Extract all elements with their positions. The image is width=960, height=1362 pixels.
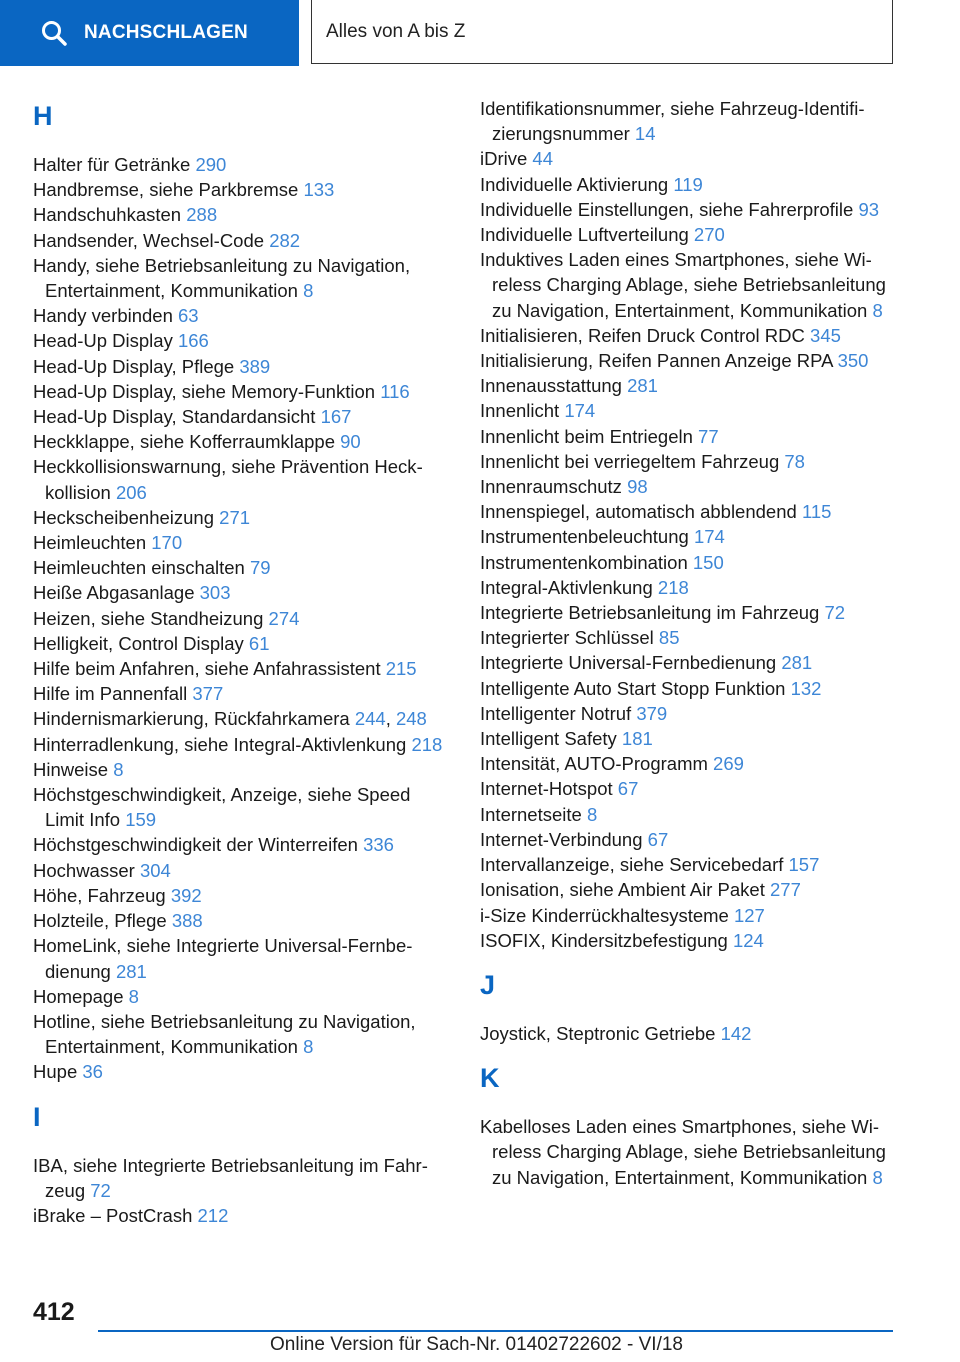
index-entry	[480, 373, 900, 398]
index-entry-text: Identifikationsnummer, siehe Fahrzeug-Identifizierungsnummer	[480, 98, 865, 145]
index-entry	[480, 197, 900, 222]
index-entry	[33, 606, 453, 631]
index-entry-text: i-Size Kinderrückhaltesysteme	[480, 904, 729, 926]
index-entry-text: Internet-Hotspot	[480, 778, 613, 800]
page-link[interactable]: 271	[219, 506, 251, 528]
index-entry	[480, 222, 900, 247]
index-entry	[480, 146, 900, 171]
index-entry	[480, 575, 900, 600]
page-link[interactable]: 281	[115, 960, 147, 982]
page-link[interactable]: 388	[171, 910, 203, 932]
page-link[interactable]: 85	[658, 627, 680, 649]
index-entry	[480, 928, 900, 953]
index-entry	[33, 555, 453, 580]
index-entry	[480, 474, 900, 499]
index-entry	[33, 631, 453, 656]
page-link[interactable]: 116	[380, 380, 410, 402]
page-link[interactable]: 377	[192, 683, 224, 705]
page-link[interactable]: 14	[634, 123, 656, 145]
index-entry	[33, 580, 453, 605]
index-entry	[33, 1203, 453, 1228]
index-entry	[33, 152, 453, 177]
index-entry-text: Heimleuchten einschalten	[33, 557, 245, 579]
index-entry	[33, 177, 453, 202]
index-entry-text: Head-Up Display, siehe Memory-Funktion	[33, 380, 376, 402]
page-link[interactable]: 281	[627, 375, 658, 397]
index-column-right	[480, 96, 900, 1190]
index-entry-text: Head-Up Display	[33, 330, 173, 352]
search-icon	[40, 19, 68, 47]
tab-label: NACHSCHLAGEN	[84, 22, 248, 43]
page-link[interactable]: 8	[872, 1166, 883, 1188]
index-entry	[480, 323, 900, 348]
index-entry-text: Hotline, siehe Betriebsanleitung zu Navigation, Entertainment, Kommunikation	[33, 1010, 416, 1058]
page-link[interactable]: 77	[698, 425, 719, 447]
index-entry-text: Heckkollisionswarnung, siehe Prävention Heckkollision	[33, 456, 423, 503]
index-entry	[33, 202, 453, 227]
index-entry	[33, 303, 453, 328]
page-link[interactable]: 167	[320, 406, 352, 428]
index-entry	[480, 751, 900, 776]
page-link[interactable]: 269	[713, 753, 744, 775]
page-link[interactable]: 79	[250, 557, 271, 579]
index-entry	[33, 782, 453, 832]
page-link[interactable]: 132	[790, 677, 822, 699]
index-letter-heading: K	[480, 1063, 500, 1094]
page-link[interactable]: 93	[858, 198, 880, 220]
page-link[interactable]: 290	[195, 154, 227, 175]
index-entry-text: Halter für Getränke	[33, 154, 191, 175]
index-entry	[33, 1059, 453, 1084]
index-entry	[480, 1021, 900, 1046]
index-entry	[480, 398, 900, 423]
footer-divider	[98, 1330, 893, 1332]
section-title: Alles von A bis Z	[326, 20, 466, 42]
page-link[interactable]: 98	[627, 476, 648, 498]
index-entry-text: Individuelle Einstellungen, siehe Fahrerprofile	[480, 198, 854, 220]
page-number: 412	[33, 1298, 75, 1326]
page-link[interactable]: 281	[781, 652, 813, 674]
index-entry-text: Höhe, Fahrzeug	[33, 884, 166, 906]
index-entry	[33, 505, 453, 530]
index-entry-text: ISOFIX, Kindersitzbefestigung	[480, 929, 728, 951]
index-entry-text: Innenraumschutz	[480, 476, 622, 498]
page-link[interactable]: 304	[139, 859, 171, 881]
page-link[interactable]: 8	[113, 758, 124, 780]
page-link[interactable]: 115	[801, 501, 832, 523]
index-entry-text: Hinweise	[33, 758, 109, 780]
page-link[interactable]: 212	[197, 1204, 229, 1226]
index-entry	[480, 827, 900, 852]
page-link[interactable]: 119	[673, 173, 703, 195]
page-link[interactable]: 303	[199, 582, 231, 604]
index-entry	[480, 449, 900, 474]
index-entry-text: Handschuhkasten	[33, 204, 182, 226]
index-entry-text: Innenlicht bei verriegeltem Fahrzeug	[480, 450, 780, 472]
index-letter-heading: I	[33, 1101, 41, 1132]
page-link[interactable]: 8	[128, 985, 139, 1007]
index-entry-text: Hochwasser	[33, 859, 135, 881]
index-entry	[480, 852, 900, 877]
index-entry	[480, 625, 900, 650]
index-entry-text: Hinterradlenkung, siehe Integral-Aktivlenkung	[33, 733, 407, 755]
page-link[interactable]: 36	[82, 1061, 103, 1083]
index-entry	[33, 908, 453, 933]
index-letter-heading: H	[33, 101, 53, 131]
page-link[interactable]: 67	[647, 828, 669, 850]
index-entry	[480, 96, 900, 146]
page-link[interactable]: 215	[385, 658, 417, 680]
index-entry-text: Heimleuchten	[33, 532, 147, 554]
page-link[interactable]: 72	[824, 602, 846, 624]
page-link[interactable]: 218	[411, 733, 443, 755]
index-entry-text: Handy, siehe Betriebsanleitung zu Navigation, Entertainment, Kommunikation	[33, 254, 411, 302]
index-entry-text: Heiße Abgasanlage	[33, 582, 195, 604]
index-entry-text: Initialisierung, Reifen Pannen Anzeige RPA	[480, 350, 833, 372]
index-entry	[480, 726, 900, 751]
index-entry	[480, 524, 900, 549]
index-entry	[480, 550, 900, 575]
index-entry	[33, 1153, 453, 1203]
page-link[interactable]: 248	[395, 708, 427, 730]
index-entry-text: IBA, siehe Integrierte Betriebsanleitung im Fahrzeug	[33, 1154, 428, 1201]
index-entry-text: Intervallanzeige, siehe Servicebedarf	[480, 854, 784, 876]
page-link[interactable]: 174	[564, 400, 596, 422]
index-entry-text: Initialisieren, Reifen Druck Control RDC	[480, 324, 805, 346]
index-letter-heading: J	[480, 969, 496, 1000]
index-entry	[33, 883, 453, 908]
index-entry-text: Hindernismarkierung, Rückfahrkamera	[33, 708, 350, 730]
index-entry	[480, 903, 900, 928]
index-entry-text: Intelligente Auto Start Stopp Funktion	[480, 677, 786, 699]
index-entry-text: Head-Up Display, Standardansicht	[33, 406, 316, 428]
index-entry	[33, 858, 453, 883]
index-entry	[33, 404, 453, 429]
page-link[interactable]: 150	[692, 551, 724, 573]
page-link[interactable]: 133	[303, 179, 335, 201]
index-entry	[480, 247, 900, 323]
index-column-left	[33, 96, 453, 1228]
index-entry-text: iBrake – PostCrash	[33, 1204, 193, 1226]
index-entry-text: Innenlicht	[480, 400, 560, 422]
page-link[interactable]: 8	[303, 1036, 314, 1058]
page-link[interactable]: 181	[621, 728, 653, 750]
index-entry-text: Kabelloses Laden eines Smartphones, siehe Wireless Charging Ablage, siehe Betriebsanleitung zu Navigation, Entertainment, Kommunikation	[480, 1116, 886, 1188]
page-link[interactable]: 159	[125, 809, 157, 831]
index-entry-text: Hupe	[33, 1061, 78, 1083]
index-entry-text: Induktives Laden eines Smartphones, siehe Wireless Charging Ablage, siehe Betriebsanleitung zu Navigation, Entertainment, Kommunikation	[480, 249, 886, 321]
page-link[interactable]: 389	[239, 355, 271, 377]
index-entry	[480, 172, 900, 197]
index-entry	[33, 832, 453, 857]
index-entry-text: Internet-Verbindung	[480, 828, 643, 850]
page-link[interactable]: 174	[693, 526, 725, 548]
index-entry	[33, 757, 453, 782]
index-entry-text: Höchstgeschwindigkeit, Anzeige, siehe Speed Limit Info	[33, 784, 411, 831]
index-entry	[33, 933, 453, 983]
page-link[interactable]: 379	[636, 702, 668, 724]
index-entry-text: Head-Up Display, Pflege	[33, 355, 235, 377]
index-entry-text: Handy verbinden	[33, 305, 173, 327]
index-entry-text: Innenausstattung	[480, 375, 622, 397]
index-entry-text: Holzteile, Pflege	[33, 910, 167, 932]
page-link[interactable]: 142	[720, 1022, 752, 1044]
index-entry-text: Innenspiegel, automatisch abblendend	[480, 501, 797, 523]
page-link[interactable]: 288	[186, 204, 218, 226]
index-entry-text: Innenlicht beim Entriegeln	[480, 425, 693, 447]
index-entry	[480, 877, 900, 902]
index-entry	[33, 1009, 453, 1059]
index-entry	[33, 732, 453, 757]
page-link[interactable]: 67	[617, 778, 639, 800]
page-link[interactable]: 350	[837, 350, 869, 372]
index-entry-text: Handbremse, siehe Parkbremse	[33, 179, 299, 201]
page-link[interactable]: 218	[657, 576, 689, 598]
page-link[interactable]: 270	[693, 224, 725, 246]
index-entry-text: Hilfe im Pannenfall	[33, 683, 188, 705]
page-link[interactable]: 392	[170, 884, 202, 906]
index-entry-text: Homepage	[33, 985, 124, 1007]
page-link[interactable]: 8	[303, 280, 314, 302]
header-bar	[0, 0, 960, 66]
index-entry-text: Intensität, AUTO-Programm	[480, 753, 708, 775]
page-link[interactable]: 78	[784, 450, 805, 472]
index-entry	[480, 676, 900, 701]
index-entry	[33, 454, 453, 504]
index-entry	[480, 701, 900, 726]
index-entry-text: Integrierte Universal-Fernbedienung	[480, 652, 777, 674]
page-link[interactable]: 345	[810, 324, 841, 346]
index-entry	[33, 681, 453, 706]
index-entry	[480, 776, 900, 801]
index-entry-text: Höchstgeschwindigkeit der Winterreifen	[33, 834, 358, 856]
index-entry-text: HomeLink, siehe Integrierte Universal-Fernbedienung	[33, 935, 413, 982]
page-link[interactable]: 127	[733, 904, 765, 926]
page-link[interactable]: 282	[269, 229, 301, 251]
index-entry: Hindernismarkierung, Rückfahrkamera 244, 248	[33, 708, 427, 730]
index-entry	[33, 429, 453, 454]
index-entry	[33, 379, 453, 404]
index-entry	[480, 348, 900, 373]
index-entry-text: Individuelle Aktivierung	[480, 173, 669, 195]
page-link[interactable]: 206	[115, 481, 147, 503]
page-link[interactable]: 44	[532, 148, 553, 170]
page-link[interactable]: 277	[770, 879, 801, 901]
page-link[interactable]: 166	[177, 330, 209, 352]
index-entry-text: Integrierter Schlüssel	[480, 627, 654, 649]
index-entry	[480, 424, 900, 449]
page-link[interactable]: 124	[732, 929, 764, 951]
index-entry-text: Hilfe beim Anfahren, siehe Anfahrassistent	[33, 658, 381, 680]
online-version-note: Online Version für Sach-Nr. 01402722602 - VI/18	[270, 1334, 683, 1355]
index-entry-text: iDrive	[480, 148, 528, 170]
page-link[interactable]: 157	[788, 854, 820, 876]
page-link[interactable]: 8	[872, 299, 883, 321]
index-entry	[33, 354, 453, 379]
index-entry-text: Integrierte Betriebsanleitung im Fahrzeug	[480, 602, 820, 624]
index-entry-text: Individuelle Luftverteilung	[480, 224, 689, 246]
index-entry	[480, 499, 900, 524]
index-entry-text: Instrumentenkombination	[480, 551, 688, 573]
page-link[interactable]: 8	[586, 803, 598, 825]
index-entry-text: Ionisation, siehe Ambient Air Paket	[480, 879, 765, 901]
tab-nachschlagen[interactable]	[0, 0, 299, 66]
index-entry	[33, 656, 453, 681]
index-entry	[33, 228, 453, 253]
index-entry	[33, 328, 453, 353]
page-link[interactable]: 336	[363, 834, 394, 856]
index-entry-text: Intelligent Safety	[480, 728, 617, 750]
index-entry	[480, 1114, 900, 1190]
page-link[interactable]: 170	[151, 532, 183, 554]
index-entry	[480, 600, 900, 625]
index-entry-text: Instrumentenbeleuchtung	[480, 526, 689, 548]
page-link[interactable]: 63	[178, 305, 199, 327]
index-entry-text: Joystick, Steptronic Getriebe	[480, 1022, 716, 1044]
index-entry	[33, 984, 453, 1009]
index-entry-text: Heckklappe, siehe Kofferraumklappe	[33, 431, 335, 453]
index-entry-text: Helligkeit, Control Display	[33, 632, 244, 654]
index-entry-text: Heckscheibenheizung	[33, 506, 215, 528]
index-entry-text: Heizen, siehe Standheizung	[33, 607, 264, 629]
index-entry-text: Handsender, Wechsel-Code	[33, 229, 265, 251]
page-link[interactable]: 274	[268, 607, 300, 629]
page-link[interactable]: 72	[90, 1179, 111, 1201]
page-link[interactable]: 244	[354, 708, 386, 730]
section-title-tab[interactable]	[311, 0, 893, 64]
index-entry-text: Intelligenter Notruf	[480, 702, 632, 724]
index-entry-text: Internetseite	[480, 803, 582, 825]
index-entry	[33, 530, 453, 555]
index-entry-text: Integral-Aktivlenkung	[480, 576, 653, 598]
page-link[interactable]: 61	[248, 632, 270, 654]
index-entry	[480, 802, 900, 827]
index-entry	[480, 650, 900, 675]
page-link[interactable]: 90	[340, 431, 361, 453]
index-entry	[33, 253, 453, 303]
